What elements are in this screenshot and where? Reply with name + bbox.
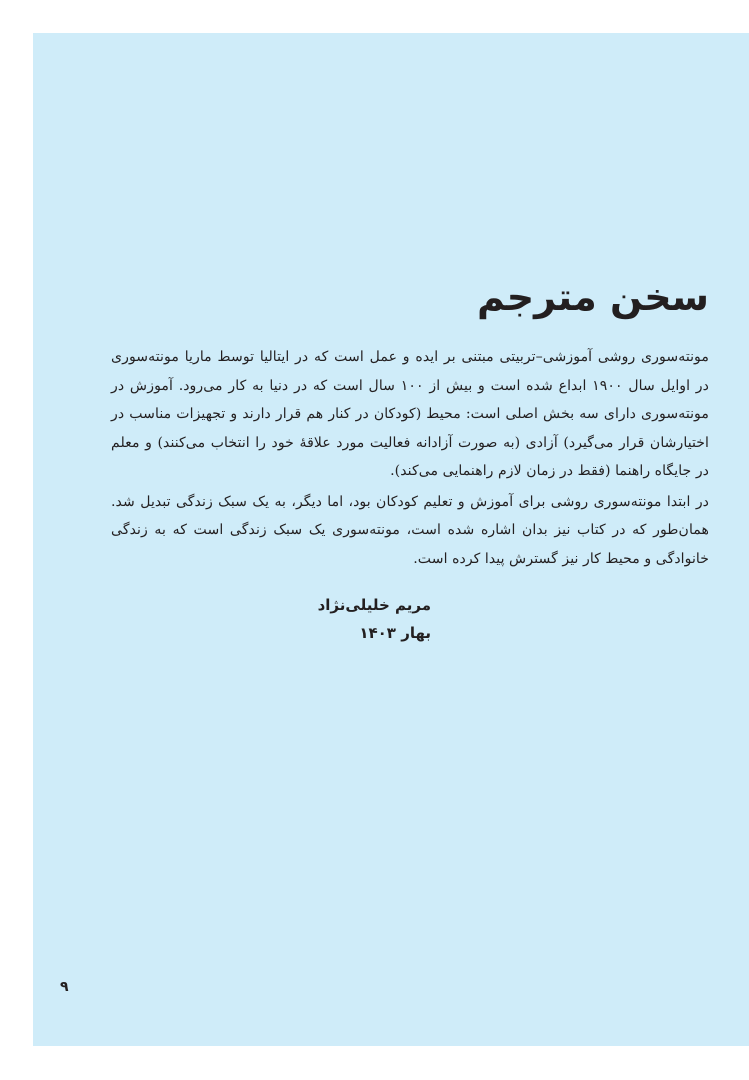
signature-date: بهار ۱۴۰۳ bbox=[359, 624, 431, 642]
page-number: ۹ bbox=[60, 979, 69, 995]
page-title: سخن مترجم bbox=[476, 275, 709, 319]
paragraph-1: مونته‌سوری روشی آموزشی–تربیتی مبتنی بر ایده و عمل است که در ایتالیا توسط ماریا مونته‌سوری در اوایل سال ۱۹۰۰ ابداع شده است و بیش از ۱۰۰ سال است که در دنیا به کار می‌رود. آموزش در مونته‌سوری دارای سه بخش اصلی است: محیط (کودکان در کنار هم قرار دارند و تجهیزات مناسب در اختیارشان قرار می‌گیرد) آزادی (به صورت آزادانه فعالیت مورد علاقهٔ خود را انتخاب می‌کنند) و معلم در جایگاه راهنما (فقط در زمان لازم راهنمایی می‌کند). bbox=[111, 349, 709, 479]
body-text bbox=[111, 343, 709, 573]
translator-name: مریم خلیلی‌نژاد bbox=[317, 596, 431, 614]
translator-signature bbox=[111, 591, 431, 647]
page-panel bbox=[33, 33, 749, 1046]
paragraph-2: در ابتدا مونته‌سوری روشی برای آموزش و تعلیم کودکان بود، اما دیگر، به یک سبک زندگی تبدیل شد. همان‌طور که در کتاب نیز بدان اشاره شده است، مونته‌سوری یک سبک زندگی است که به زندگی خانوادگی و محیط کار نیز گسترش پیدا کرده است. bbox=[111, 493, 709, 567]
